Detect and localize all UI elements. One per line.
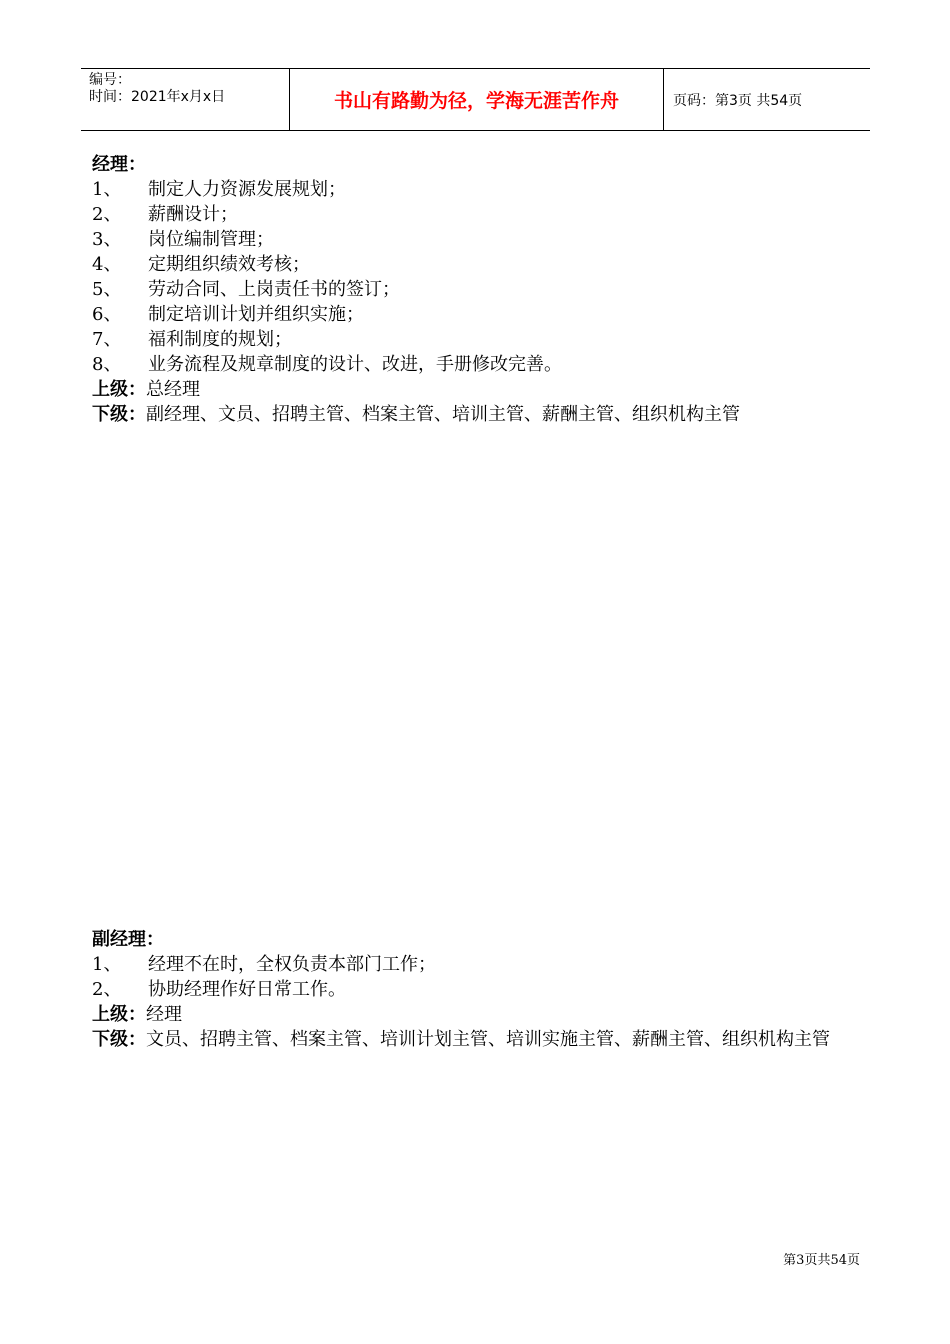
list-item [92, 977, 867, 1002]
subordinate-label: 下级： [92, 1029, 146, 1050]
header-info-cell [81, 69, 290, 130]
subordinate-value: 文员、招聘主管、档案主管、培训计划主管、培训实施主管、薪酬主管、组织机构主管 [146, 1029, 830, 1050]
manager-title: 经理： [92, 154, 146, 175]
item-text: 福利制度的规划； [148, 329, 292, 350]
header-motto: 书山有路勤为径，学海无涯苦作舟 [290, 69, 664, 130]
superior-value: 经理 [146, 1004, 182, 1025]
list-item [92, 352, 867, 377]
subordinate-value: 副经理、文员、招聘主管、档案主管、培训主管、薪酬主管、组织机构主管 [146, 404, 740, 425]
page-header [81, 68, 870, 131]
manager-section [92, 152, 867, 427]
item-text: 制定人力资源发展规划； [148, 179, 346, 200]
subordinate-row [92, 1027, 867, 1052]
item-text: 岗位编制管理； [148, 229, 274, 250]
page-footer: 第3页共54页 [783, 1253, 860, 1268]
subordinate-row [92, 402, 867, 427]
item-text: 业务流程及规章制度的设计、改进，手册修改完善。 [148, 354, 562, 375]
item-number: 2、 [92, 979, 122, 1000]
item-number: 2、 [92, 204, 122, 225]
item-text: 制定培训计划并组织实施； [148, 304, 364, 325]
item-number: 1、 [92, 954, 122, 975]
list-item [92, 327, 867, 352]
superior-label: 上级： [92, 1004, 146, 1025]
deputy-section [92, 927, 867, 1052]
superior-value: 总经理 [146, 379, 200, 400]
item-text: 劳动合同、上岗责任书的签订； [148, 279, 400, 300]
item-text: 协助经理作好日常工作。 [148, 979, 346, 1000]
item-number: 5、 [92, 279, 122, 300]
list-item [92, 177, 867, 202]
item-number: 1、 [92, 179, 122, 200]
list-item [92, 227, 867, 252]
item-number: 6、 [92, 304, 122, 325]
list-item [92, 252, 867, 277]
item-text: 薪酬设计； [148, 204, 238, 225]
deputy-title: 副经理： [92, 929, 164, 950]
item-text: 经理不在时，全权负责本部门工作； [148, 954, 436, 975]
item-number: 7、 [92, 329, 122, 350]
superior-label: 上级： [92, 379, 146, 400]
header-page-label: 页码：第3页 共54页 [673, 92, 803, 109]
superior-row [92, 377, 867, 402]
item-number: 4、 [92, 254, 122, 275]
list-item [92, 202, 867, 227]
list-item [92, 277, 867, 302]
date-label: 时间：2021年x月x日 [89, 89, 226, 105]
serial-label: 编号： [89, 72, 131, 88]
item-number: 8、 [92, 354, 122, 375]
item-number: 3、 [92, 229, 122, 250]
list-item [92, 952, 867, 977]
item-text: 定期组织绩效考核； [148, 254, 310, 275]
list-item [92, 302, 867, 327]
superior-row [92, 1002, 867, 1027]
subordinate-label: 下级： [92, 404, 146, 425]
